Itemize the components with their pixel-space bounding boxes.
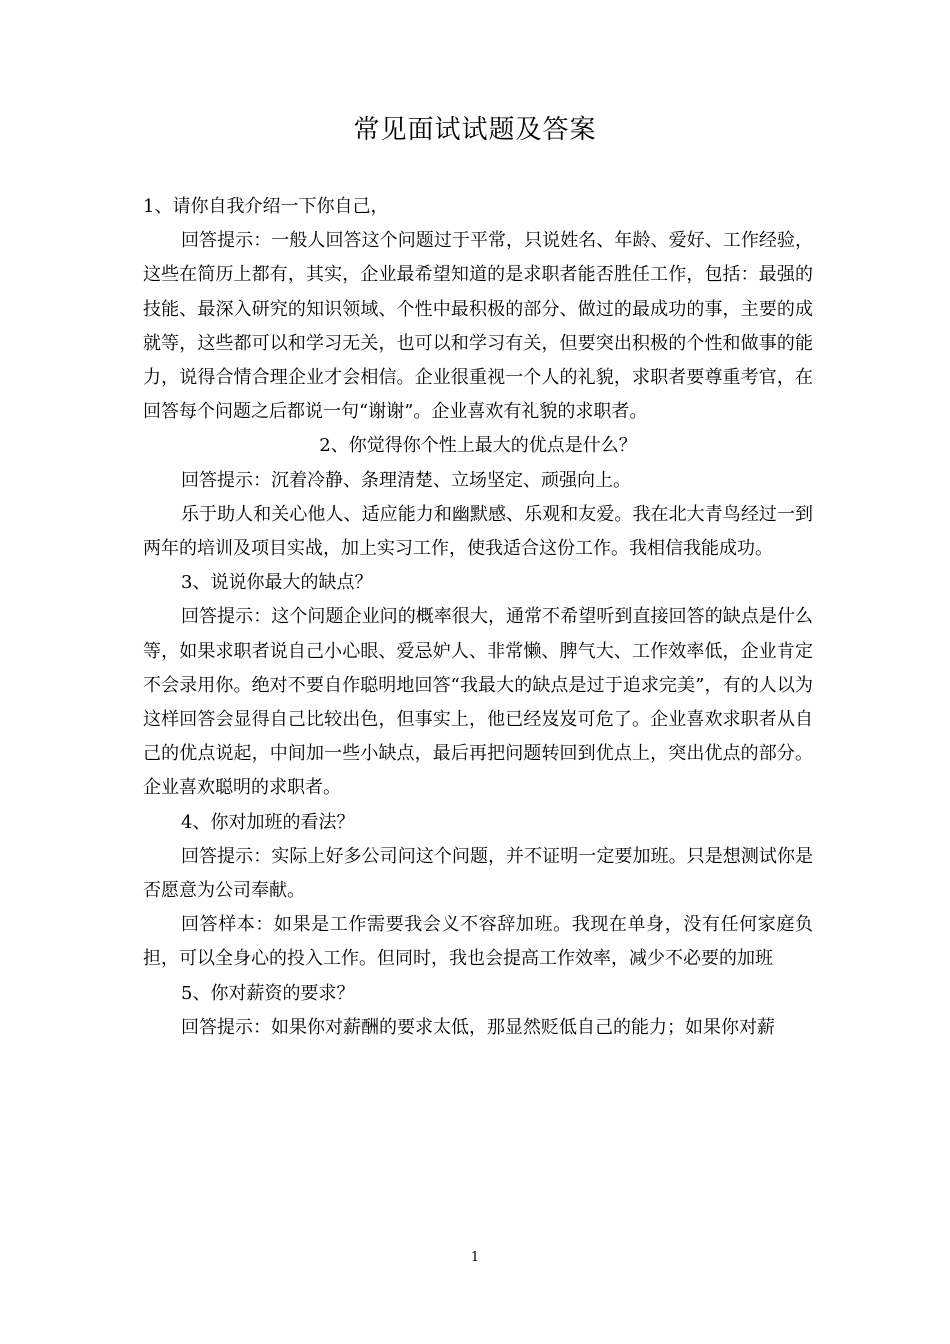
question-4: 4、你对加班的看法？ — [181, 811, 355, 833]
answer-continuation-2: 乐于助人和关心他人、适应能力和幽默感、乐观和友爱。我在北大青鸟经过一到两年的培训及项目实战，加上实习工作，使我适合这份工作。我相信我能成功。 — [143, 503, 813, 560]
document-title: 常见面试试题及答案 — [353, 115, 597, 145]
answer-hint-3: 回答提示：这个问题企业问的概率很大，通常不希望听到直接回答的缺点是什么等，如果求职者说自己小心眼、爱忌妒人、非常懒、脾气大、工作效率低，企业肯定不会录用你。绝对不要自作聪明地回答“我最大的缺点是过于追求完美”，有的人以为这样回答会显得自己比较出色，但事实上，他已经岌岌可危了。企业喜欢求职者从自己的优点说起，中间加一些小缺点，最后再把问题转回到优点上，突出优点的部分。企业喜欢聪明的求职者。 — [143, 606, 813, 799]
question-5: 5、你对薪资的要求？ — [181, 982, 355, 1004]
question-3: 3、说说你最大的缺点？ — [181, 572, 373, 594]
question-1: 1、请你自我介绍一下你自己， — [143, 196, 389, 217]
answer-sample-4: 回答样本：如果是工作需要我会义不容辞加班。我现在单身，没有任何家庭负担，可以全身心的投入工作。但同时，我也会提高工作效率，减少不必要的加班 — [143, 914, 813, 970]
document-body — [143, 190, 813, 1045]
page-number: 1 — [470, 1250, 480, 1265]
question-2: 2、你觉得你个性上最大的优点是什么？ — [319, 435, 637, 457]
answer-hint-1: 回答提示：一般人回答这个问题过于平常，只说姓名、年龄、爱好、工作经验，这些在简历上都有，其实，企业最希望知道的是求职者能否胜任工作，包括：最强的技能、最深入研究的知识领域、个性中最积极的部分、做过的最成功的事，主要的成就等，这些都可以和学习无关，也可以和学习有关，但要突出积极的个性和做事的能力，说得合情合理企业才会相信。企业很重视一个人的礼貌，求职者要尊重考官，在回答每个问题之后都说一句“谢谢”。企业喜欢有礼貌的求职者。 — [143, 230, 813, 423]
answer-hint-4: 回答提示：实际上好多公司问这个问题，并不证明一定要加班。只是想测试你是否愿意为公司奉献。 — [143, 845, 813, 902]
answer-hint-2: 回答提示：沉着冷静、条理清楚、立场坚定、顽强向上。 — [181, 469, 631, 491]
answer-hint-5: 回答提示：如果你对薪酬的要求太低，那显然贬低自己的能力；如果你对薪 — [181, 1016, 775, 1038]
